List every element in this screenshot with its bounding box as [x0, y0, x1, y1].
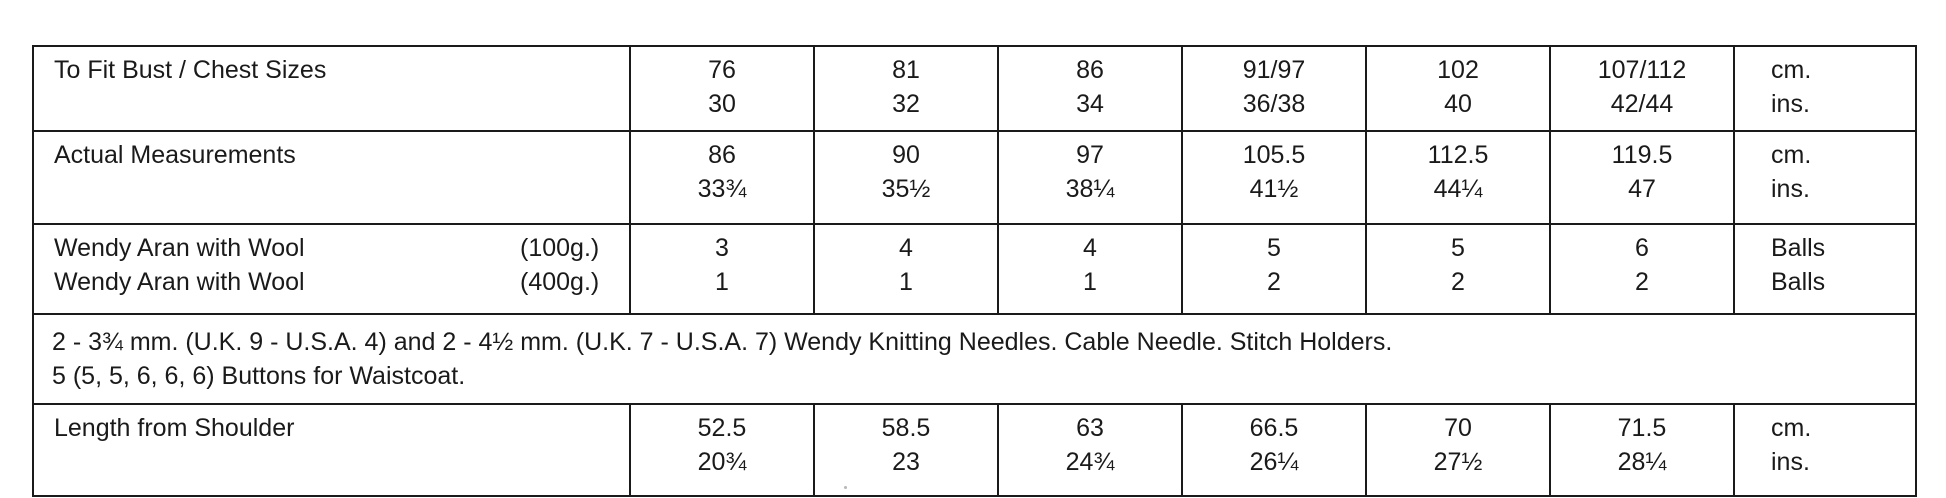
- length-cell: [1550, 404, 1734, 496]
- sizes-cm: 86: [1076, 56, 1104, 84]
- unit-cm: cm.: [1771, 141, 1812, 169]
- length-ins: 28¼: [1617, 448, 1667, 476]
- materials-note: [33, 314, 1916, 404]
- sizes-label: To Fit Bust / Chest Sizes: [33, 46, 630, 131]
- actual-cell: [630, 131, 814, 224]
- sizes-cell: [1182, 46, 1366, 131]
- wool-label: [33, 224, 630, 314]
- wool-cell: [998, 224, 1182, 314]
- actual-unit: [1734, 131, 1916, 224]
- sizes-row: [33, 46, 1916, 131]
- sizes-ins: 34: [1076, 90, 1104, 118]
- actual-ins: 35½: [881, 175, 931, 203]
- actual-cell: [814, 131, 998, 224]
- length-ins: 24¾: [1065, 448, 1115, 476]
- sizes-unit: [1734, 46, 1916, 131]
- wool-row: [33, 224, 1916, 314]
- length-cm: 63: [1076, 414, 1104, 442]
- wool-100g-balls: 5: [1267, 234, 1281, 262]
- actual-ins: 38¼: [1065, 175, 1115, 203]
- wool-400g-balls: 2: [1451, 268, 1465, 296]
- size-table: [32, 45, 1917, 497]
- wool-400g-balls: 1: [899, 268, 913, 296]
- sizes-cm: 107/112: [1597, 56, 1687, 84]
- actual-row: [33, 131, 1916, 224]
- wool-100g-balls: 4: [899, 234, 913, 262]
- length-cell: [998, 404, 1182, 496]
- length-ins: 27½: [1433, 448, 1483, 476]
- length-cell: [1182, 404, 1366, 496]
- wool-400g-balls: 2: [1267, 268, 1281, 296]
- sizes-ins: 36/38: [1242, 90, 1306, 118]
- actual-ins: 41½: [1249, 175, 1299, 203]
- needles-note: 2 - 3¾ mm. (U.K. 9 - U.S.A. 4) and 2 - 4½ mm. (U.K. 7 - U.S.A. 7) Wendy Knitting Needles. Cable Needle. Stitch Holders.: [52, 328, 1393, 356]
- length-cell: [1366, 404, 1550, 496]
- sizes-cm: 91/97: [1242, 56, 1306, 84]
- materials-row: [33, 314, 1916, 404]
- sizes-ins: 30: [708, 90, 736, 118]
- actual-label: Actual Measurements: [33, 131, 630, 224]
- unit-ins: ins.: [1771, 448, 1810, 476]
- actual-cm: 112.5: [1427, 141, 1489, 169]
- length-row: [33, 404, 1916, 496]
- scan-speck: [844, 486, 847, 489]
- wool-line-2: [54, 265, 629, 299]
- wool-cell: [814, 224, 998, 314]
- length-cell: [814, 404, 998, 496]
- actual-cell: [1366, 131, 1550, 224]
- length-cm: 66.5: [1249, 414, 1299, 442]
- wool-100g-balls: 6: [1635, 234, 1649, 262]
- unit-cm: cm.: [1771, 56, 1812, 84]
- sizes-ins: 42/44: [1610, 90, 1674, 118]
- sizes-ins: 40: [1444, 90, 1472, 118]
- length-ins: 26¼: [1249, 448, 1299, 476]
- wool-line-1: [54, 231, 629, 265]
- actual-ins: 47: [1628, 175, 1656, 203]
- sizes-cm: 76: [708, 56, 736, 84]
- length-cm: 58.5: [881, 414, 931, 442]
- wool-weight: (100g.): [520, 234, 600, 262]
- sizes-cm: 81: [892, 56, 920, 84]
- sizes-cell: [1366, 46, 1550, 131]
- actual-cm: 97: [1076, 141, 1104, 169]
- sizes-cell: [814, 46, 998, 131]
- unit-cm: cm.: [1771, 414, 1812, 442]
- length-label: Length from Shoulder: [33, 404, 630, 496]
- length-cm: 52.5: [697, 414, 747, 442]
- wool-name: Wendy Aran with Wool: [54, 268, 305, 296]
- wool-100g-balls: 3: [715, 234, 729, 262]
- unit-balls: Balls: [1771, 268, 1826, 296]
- wool-400g-balls: 1: [1083, 268, 1097, 296]
- sizes-ins: 32: [892, 90, 920, 118]
- sizes-cell: [630, 46, 814, 131]
- actual-cm: 90: [892, 141, 920, 169]
- sizes-cm: 102: [1437, 56, 1479, 84]
- unit-ins: ins.: [1771, 175, 1810, 203]
- wool-cell: [630, 224, 814, 314]
- actual-cell: [1182, 131, 1366, 224]
- unit-ins: ins.: [1771, 90, 1810, 118]
- wool-cell: [1366, 224, 1550, 314]
- actual-cm: 105.5: [1242, 141, 1306, 169]
- length-unit: [1734, 404, 1916, 496]
- actual-cell: [1550, 131, 1734, 224]
- wool-400g-balls: 1: [715, 268, 729, 296]
- length-cm: 70: [1444, 414, 1472, 442]
- actual-ins: 33¾: [697, 175, 747, 203]
- actual-cm: 119.5: [1611, 141, 1673, 169]
- length-cm: 71.5: [1617, 414, 1667, 442]
- wool-unit: [1734, 224, 1916, 314]
- actual-ins: 44¼: [1433, 175, 1483, 203]
- actual-cm: 86: [708, 141, 736, 169]
- buttons-note: 5 (5, 5, 6, 6, 6) Buttons for Waistcoat.: [52, 362, 466, 390]
- unit-balls: Balls: [1771, 234, 1826, 262]
- actual-cell: [998, 131, 1182, 224]
- length-cell: [630, 404, 814, 496]
- sizes-cell: [1550, 46, 1734, 131]
- wool-400g-balls: 2: [1635, 268, 1649, 296]
- wool-cell: [1550, 224, 1734, 314]
- length-ins: 20¾: [697, 448, 747, 476]
- length-ins: 23: [892, 448, 920, 476]
- wool-100g-balls: 4: [1083, 234, 1097, 262]
- wool-cell: [1182, 224, 1366, 314]
- wool-100g-balls: 5: [1451, 234, 1465, 262]
- wool-name: Wendy Aran with Wool: [54, 234, 305, 262]
- sizes-cell: [998, 46, 1182, 131]
- wool-weight: (400g.): [520, 268, 600, 296]
